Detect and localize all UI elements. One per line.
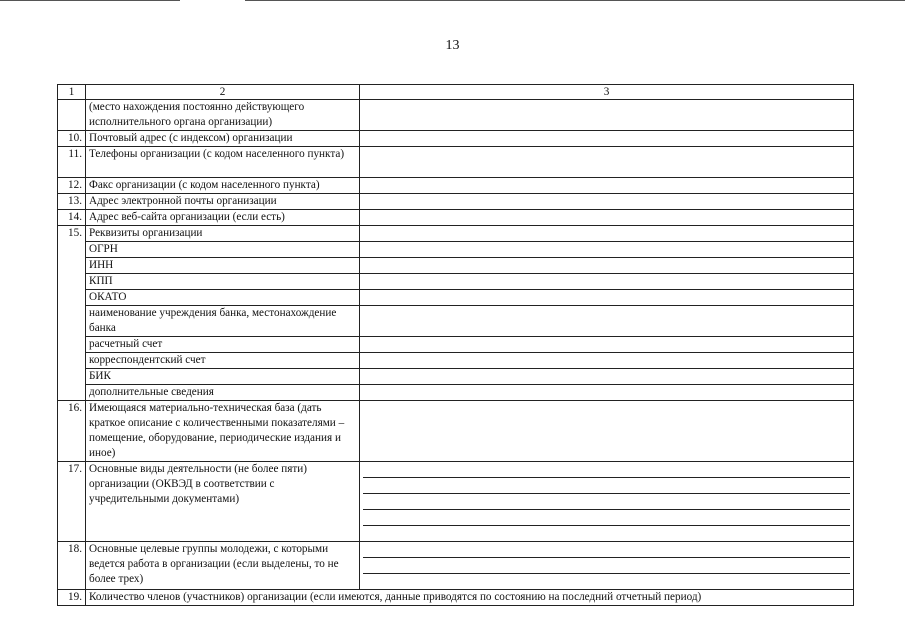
top-border-line-left [0,0,180,1]
target-group-field-3[interactable] [363,574,850,589]
requisite-label: КПП [86,274,360,290]
row-number: 12. [58,178,86,194]
row-number: 18. [58,542,86,590]
row-label: Адрес электронной почты организации [86,194,360,210]
row-number-spacer [58,258,86,274]
target-group-field-2[interactable] [363,558,850,574]
row-label: Количество членов (участников) организации (если имеются, данные приводятся по состоянию на последний отчетный период) [86,590,854,606]
row-number: 15. [58,226,86,242]
row-15-ogrn [58,242,854,258]
requisite-label: расчетный счет [86,337,360,353]
row-14-website [58,210,854,226]
requisite-label: ОКАТО [86,290,360,306]
value-field[interactable] [360,274,854,290]
row-number: 19. [58,590,86,606]
row-16-material-base [58,401,854,462]
header-row [58,85,854,100]
row-19-members-count [58,590,854,606]
value-field[interactable] [360,147,854,178]
row-label: Адрес веб-сайта организации (если есть) [86,210,360,226]
row-label: Факс организации (с кодом населенного пункта) [86,178,360,194]
value-field[interactable] [360,178,854,194]
row-15-bank [58,306,854,337]
value-field[interactable] [360,306,854,337]
requisite-label: корреспондентский счет [86,353,360,369]
registration-form-table [57,84,854,606]
row-label: Основные целевые группы молодежи, с которыми ведется работа в организации (если выделены, то не более трех) [86,542,360,590]
requisite-label: наименование учреждения банка, местонахождение банка [86,306,360,337]
activity-field-2[interactable] [363,478,850,494]
row-15-kpp [58,274,854,290]
requisite-label: ОГРН [86,242,360,258]
value-field[interactable] [360,226,854,242]
row-number-spacer [58,385,86,401]
row-label: Основные виды деятельности (не более пяти) организации (ОКВЭД в соответствии с учредительными документами) [86,462,360,542]
row-label: Почтовый адрес (с индексом) организации [86,131,360,147]
row-number-spacer [58,369,86,385]
row-12-fax [58,178,854,194]
value-field[interactable] [360,131,854,147]
value-field[interactable] [360,337,854,353]
header-col-1: 1 [58,85,86,100]
activity-field-3[interactable] [363,494,850,510]
row-number-spacer [58,290,86,306]
activity-field-5[interactable] [363,526,850,541]
row-number-spacer [58,242,86,258]
header-col-3: 3 [360,85,854,100]
row-13-email [58,194,854,210]
header-col-2: 2 [86,85,360,100]
row-18-target-groups [58,542,854,590]
top-border-line-right [245,0,905,1]
row-number [58,100,86,131]
value-field[interactable] [360,258,854,274]
row-label: Реквизиты организации [86,226,360,242]
requisite-label: ИНН [86,258,360,274]
value-field[interactable] [360,242,854,258]
value-field[interactable] [360,401,854,462]
row-number-spacer [58,337,86,353]
row-number: 17. [58,462,86,542]
row-10-postal-address [58,131,854,147]
row-label: Имеющаяся материально-техническая база (дать краткое описание с количественными показателями – помещение, оборудование, периодические издания и иное) [86,401,360,462]
row-number: 11. [58,147,86,178]
row-number: 16. [58,401,86,462]
value-field[interactable] [360,100,854,131]
row-15-additional [58,385,854,401]
row-label: (место нахождения постоянно действующего исполнительного органа организации) [86,100,360,131]
row-address-continuation [58,100,854,131]
row-number: 10. [58,131,86,147]
row-15-bik [58,369,854,385]
row-label: Телефоны организации (с кодом населенного пункта) [86,147,360,178]
page-number: 13 [445,38,460,53]
value-field[interactable] [360,385,854,401]
activities-values [360,462,854,542]
activity-field-1[interactable] [363,462,850,478]
requisite-label: БИК [86,369,360,385]
target-group-field-1[interactable] [363,542,850,558]
requisite-label: дополнительные сведения [86,385,360,401]
target-group-values [360,542,854,590]
row-number: 14. [58,210,86,226]
row-17-activities [58,462,854,542]
row-15-okato [58,290,854,306]
row-15-inn [58,258,854,274]
row-number-spacer [58,274,86,290]
row-11-phones [58,147,854,178]
value-field[interactable] [360,210,854,226]
row-15-corr-account [58,353,854,369]
value-field[interactable] [360,353,854,369]
row-15-requisites [58,226,854,242]
row-number: 13. [58,194,86,210]
activity-field-4[interactable] [363,510,850,526]
row-number-spacer [58,306,86,337]
value-field[interactable] [360,369,854,385]
row-15-account [58,337,854,353]
value-field[interactable] [360,290,854,306]
row-number-spacer [58,353,86,369]
value-field[interactable] [360,194,854,210]
